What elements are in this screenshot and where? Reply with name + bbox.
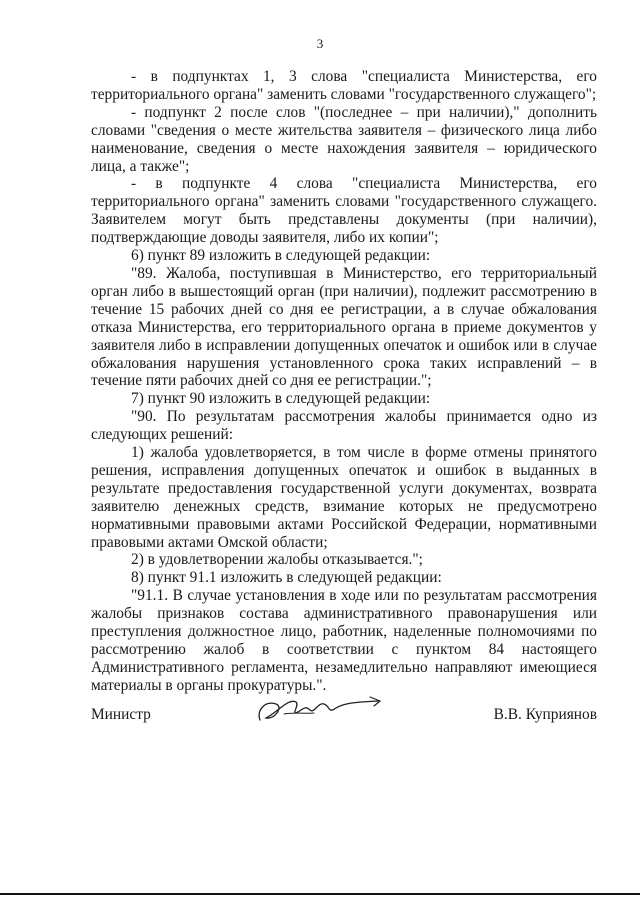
signatory-name: В.В. Куприянов: [493, 706, 597, 723]
handwritten-signature: [254, 692, 384, 728]
signature-block: [91, 706, 597, 736]
paragraph-item-7: 7) пункт 90 изложить в следующей редакции:: [131, 390, 431, 408]
document-body: [91, 68, 597, 695]
paragraph-clause-90: "90. По результатам рассмотрения жалобы принимается одно из следующих решений:: [91, 408, 597, 444]
paragraph-decision-2: 2) в удовлетворении жалобы отказывается.";: [131, 551, 423, 569]
page-number: 3: [316, 36, 324, 51]
paragraph-subpoint-2: - подпункт 2 после слов "(последнее – при наличии)," дополнить словами "сведения о месте жительства заявителя – физического лица либо наименование, сведения о месте нахождения заявителя – юридического лица, а также";: [91, 103, 597, 175]
paragraph-clause-91-1: "91.1. В случае установления в ходе или по результатам рассмотрения жалобы признаков состава административного правонарушения или преступления должностное лицо, работник, наделенные полномочиями по рассмотрению жалоб в соответствии с пунктом 84 настоящего Административного регламента, незамедлительно направляют имеющиеся материалы в органы прокуратуры.".: [91, 587, 597, 694]
paragraph-item-6: 6) пункт 89 изложить в следующей редакции:: [131, 247, 431, 265]
paragraph-clause-89: "89. Жалоба, поступившая в Министерство, его территориальный орган либо в вышестоящий орган (при наличии), подлежит рассмотрению в течение 15 рабочих дней со дня ее регистрации, а в случае обжалования отказа Министерства, его территориального органа в приеме документов у заявителя либо в исправлении допущенных опечаток и ошибок или в случае обжалования нарушения установленного срока таких исправлений – в течение пяти рабочих дней со дня ее регистрации.";: [91, 264, 597, 390]
paragraph-subpoints-1-3: - в подпунктах 1, 3 слова "специалиста Министерства, его территориального органа" заменить словами "государственного служащего";: [91, 68, 597, 103]
signatory-title: Министр: [91, 706, 151, 723]
paragraph-decision-1: 1) жалоба удовлетворяется, в том числе в форме отмены принятого решения, исправления допущенных опечаток и ошибок в выданных в результате предоставления государственной услуги документах, возврата заявителю денежных средств, взимание которых не предусмотрено нормативными правовыми актами Российской Федерации, нормативными правовыми актами Омской области;: [91, 444, 597, 551]
paragraph-subpoint-4: - в подпункте 4 слова "специалиста Министерства, его территориального органа" заменить словами "государственного служащего. Заявителем могут быть представлены документы (при наличии), подтверждающие доводы заявителя, либо их копии";: [91, 175, 597, 247]
page-bottom-border: [0, 893, 640, 895]
paragraph-item-8: 8) пункт 91.1 изложить в следующей редакции:: [131, 569, 442, 587]
